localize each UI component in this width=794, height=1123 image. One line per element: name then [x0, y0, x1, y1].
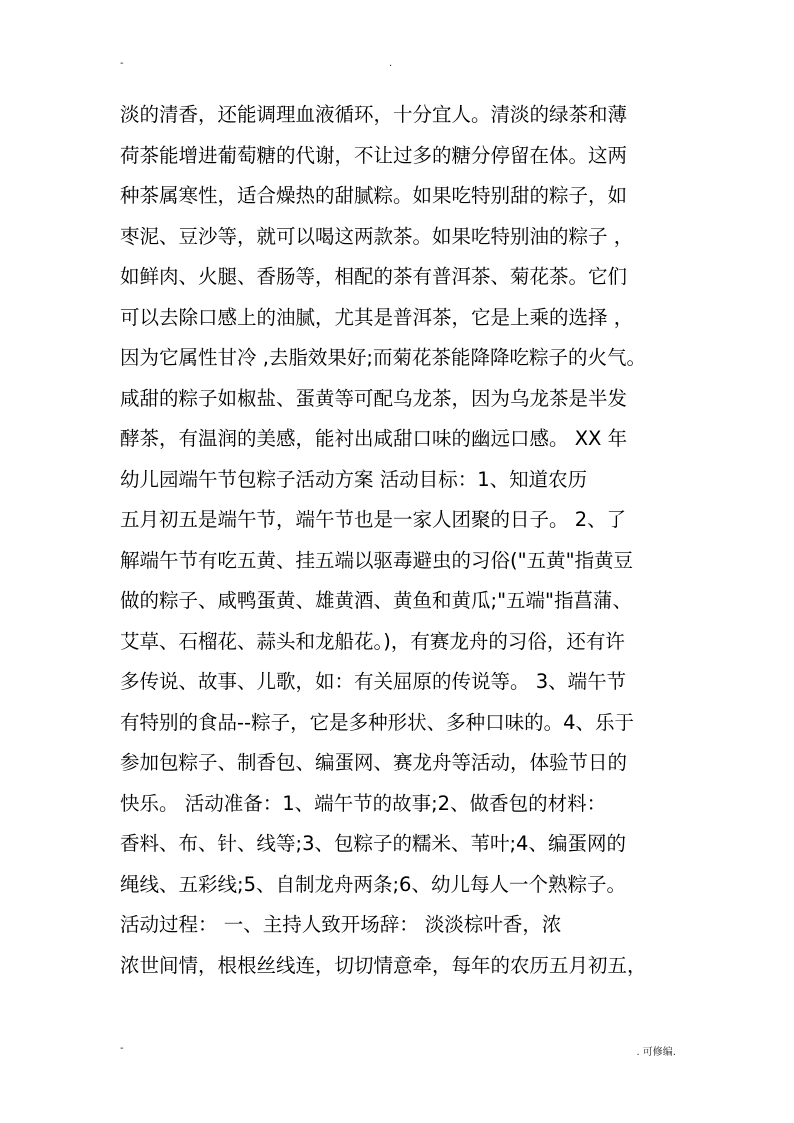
body-line: 有特别的食品--粽子，它是多种形状、多种口味的。4、乐于 — [120, 710, 634, 734]
header-left-mark: - — [120, 58, 124, 69]
body-line: 艾草、石榴花、蒜头和龙船花。)，有赛龙舟的习俗，还有许 — [120, 629, 625, 653]
body-line: 酵茶，有温润的美感，能衬出咸甜口味的幽远口感。 XX 年 — [120, 427, 628, 450]
header-center-mark: . — [389, 58, 393, 69]
body-line: 浓世间情，根根丝线连，切切情意牵，每年的农历五月初五， — [120, 953, 647, 977]
body-line: 五月初五是端午节，端午节也是一家人团聚的日子。 2、了 — [120, 508, 627, 531]
body-line: 淡的清香，还能调理血液循环，十分宜人。清淡的绿茶和薄 — [120, 103, 628, 126]
body-line: 种茶属寒性，适合燥热的甜腻粽。如果吃特别甜的粽子，如 — [120, 184, 628, 207]
document-body — [120, 95, 680, 986]
body-line: 做的粽子、咸鸭蛋黄、雄黄酒、黄鱼和黄瓜;"五端"指菖蒲、 — [120, 589, 633, 612]
body-line: 咸甜的粽子如椒盐、蛋黄等可配乌龙茶，因为乌龙茶是半发 — [120, 386, 628, 410]
body-line: 因为它属性甘冷 ,去脂效果好;而菊花茶能降降吃粽子的火气。 — [120, 346, 646, 369]
body-line: 快乐。 活动准备：1、端午节的故事;2、做香包的材料： — [120, 791, 607, 815]
body-line: 幼儿园端午节包粽子活动方案 活动目标：1、知道农历 — [120, 467, 588, 491]
body-line: 绳线、五彩线;5、自制龙舟两条;6、幼儿每人一个熟粽子。 — [120, 872, 626, 896]
body-line: 解端午节有吃五黄、挂五端以驱毒避虫的习俗("五黄"指黄豆 — [120, 548, 634, 572]
body-line: 活动过程： 一、主持人致开场辞： 淡淡棕叶香，浓 — [120, 913, 562, 936]
footer-left-mark: - — [120, 1043, 124, 1054]
body-line: 参加包粽子、制香包、编蛋网、赛龙舟等活动，体验节日的 — [120, 751, 628, 774]
body-line: 如鲜肉、火腿、香肠等，相配的茶有普洱茶、菊花茶。它们 — [120, 265, 628, 288]
footer-editable-note: . 可修编. — [636, 1047, 676, 1058]
body-line: 可以去除口感上的油腻，尤其是普洱茶，它是上乘的选择 ， — [120, 305, 634, 329]
body-line: 香料、布、针、线等;3、包粽子的糯米、苇叶;4、编蛋网的 — [120, 832, 626, 855]
body-line: 多传说、故事、儿歌，如：有关屈原的传说等。 3、端午节 — [120, 670, 627, 693]
page-footer — [120, 1043, 676, 1057]
page-header — [120, 58, 676, 70]
body-line: 枣泥、豆沙等，就可以喝这两款茶。如果吃特别油的粽子 ， — [120, 224, 634, 248]
body-line: 荷茶能增进葡萄糖的代谢，不让过多的糖分停留在体。这两 — [120, 143, 628, 167]
